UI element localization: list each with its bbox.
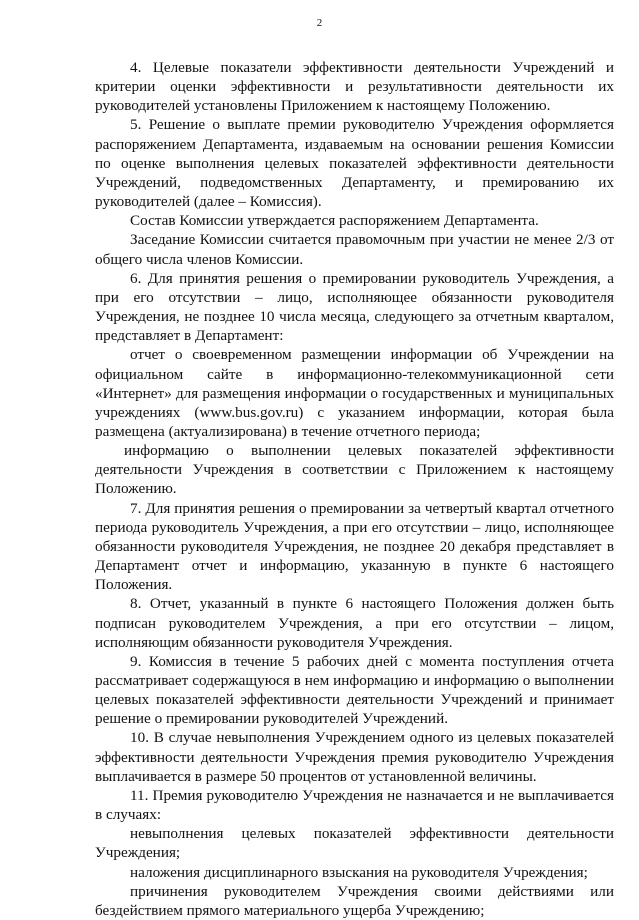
- paragraph-11-case-targets: невыполнения целевых показателей эффективности деятельности Учреждения;: [95, 825, 614, 862]
- paragraph-4: 4. Целевые показатели эффективности деятельности Учреждений и критерии оценки эффективности и результативности деятельности их руководителей установлены Приложением к настоящему Положению.: [95, 59, 614, 115]
- paragraph-11-case-damage: причинения руководителем Учреждения своими действиями или бездействием прямого материального ущерба Учреждению;: [95, 882, 614, 919]
- paragraph-8: 8. Отчет, указанный в пункте 6 настоящего Положения должен быть подписан руководителем Учреждения, а при его отсутствии – лицом, исполняющим обязанности руководителя Учреждения.: [95, 595, 614, 651]
- paragraph-11: 11. Премия руководителю Учреждения не назначается и не выплачивается в случаях:: [95, 786, 614, 824]
- paragraph-commission-quorum: Заседание Комиссии считается правомочным при участии не менее 2/3 от общего числа членов Комиссии.: [95, 231, 614, 268]
- paragraph-6-info-item: информацию о выполнении целевых показателей эффективности деятельности Учреждения в соответствии с Приложением к настоящему Положению.: [95, 442, 614, 498]
- paragraph-7: 7. Для принятия решения о премировании за четвертый квартал отчетного периода руководитель Учреждения, а при его отсутствии – лицо, исполняющее обязанности руководителя Учреждения, не позднее 20 декабря представляет в Департамент отчет и информацию, указанную в пункте 6 настоящего Положения.: [95, 499, 614, 594]
- page-number: 2: [316, 17, 323, 29]
- paragraph-6-report-item: отчет о своевременном размещении информации об Учреждении на официальном сайте в информационно-телекоммуникационной сети «Интернет» для размещения информации о государственных и муниципальных учреждениях (www.bus.gov.ru) с указанием информации, которая была размещена (актуализирована) в течение отчетного периода;: [95, 346, 614, 440]
- paragraph-6: 6. Для принятия решения о премировании руководитель Учреждения, а при его отсутствии – лицо, исполняющее обязанности руководителя Учреждения, не позднее 10 числа месяца, следующего за отчетным кварталом, представляет в Департамент:: [95, 269, 614, 345]
- document-body: [95, 58, 614, 920]
- paragraph-commission-composition: Состав Комиссии утверждается распоряжением Департамента.: [130, 212, 539, 230]
- paragraph-5: 5. Решение о выплате премии руководителю Учреждения оформляется распоряжением Департамента, издаваемым на основании решения Комиссии по оценке выполнения целевых показателей эффективности деятельности Учреждений, подведомственных Департаменту, и премированию их руководителей (далее – Комиссия).: [95, 116, 614, 211]
- paragraph-11-case-discipline: наложения дисциплинарного взыскания на руководителя Учреждения;: [130, 863, 588, 881]
- paragraph-9: 9. Комиссия в течение 5 рабочих дней с момента поступления отчета рассматривает содержащуюся в нем информацию и информацию о выполнении целевых показателей эффективности деятельности Учреждений и принимает решение о премировании руководителей Учреждений.: [95, 652, 614, 728]
- paragraph-10: 10. В случае невыполнения Учреждением одного из целевых показателей эффективности деятельности Учреждения премия руководителю Учреждения выплачивается в размере 50 процентов от установленной величины.: [95, 729, 614, 785]
